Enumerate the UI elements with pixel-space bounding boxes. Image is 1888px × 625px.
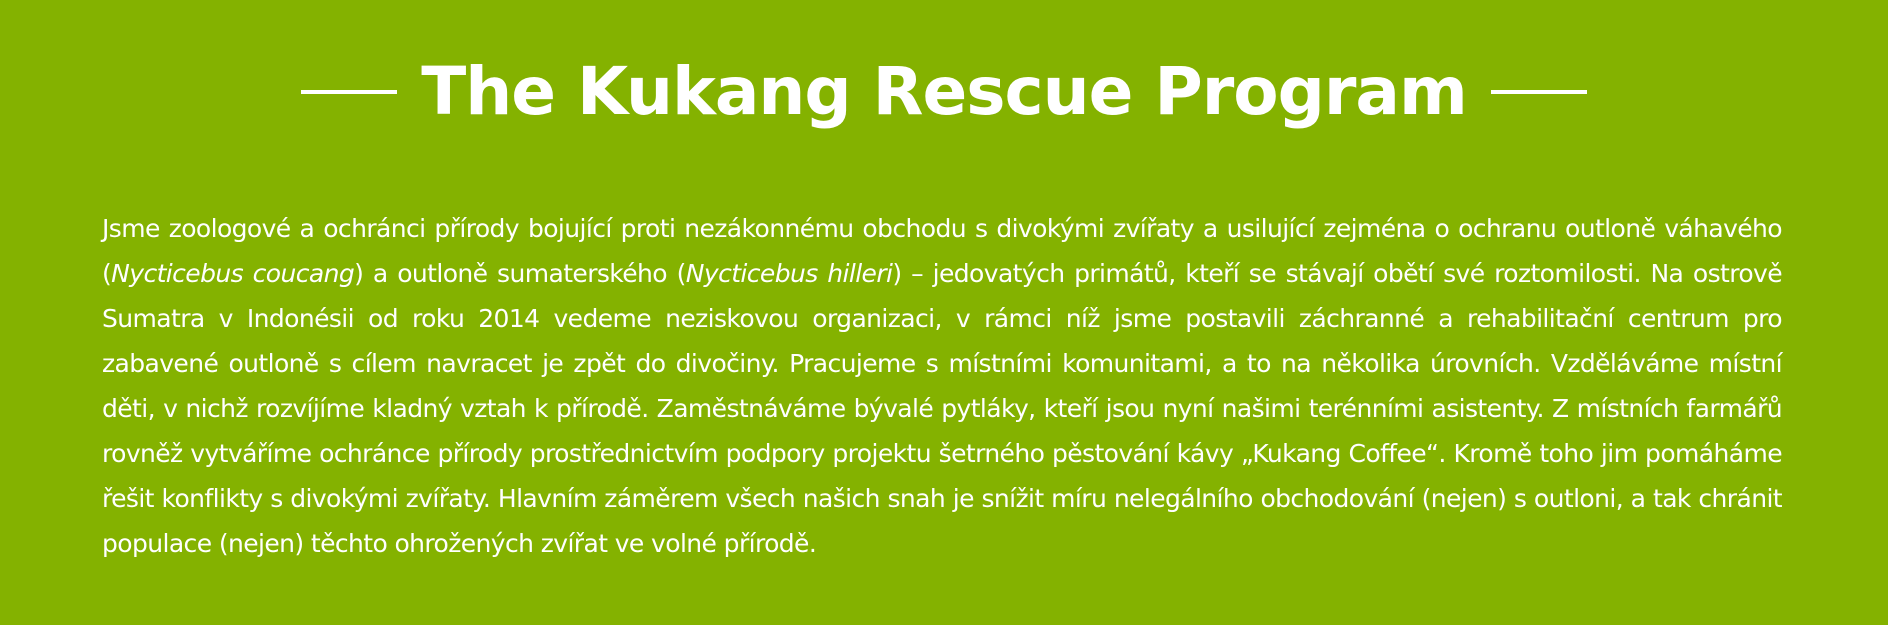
description-part-3: ) – jedovatých primátů, kteří se stávají obětí své roztomilosti. Na ostrově Sumatra v Indonésii od roku 2014 vedeme neziskovou organizaci, v rámci níž jsme postavili záchranné a rehabilitační centrum pro zabavené outloně s cílem navracet je zpět do divočiny. Pracujeme s místními komunitami, a to na několika úrovních. Vzděláváme místní děti, v nichž rozvíjíme kladný vztah k přírodě. Zaměstnáváme bývalé pytláky, kteří jsou nyní našimi terénními asistenty. Z místních farmářů rovněž vytváříme ochránce přírody prostřednictvím podpory projektu šetrného pěstování kávy „Kukang Coffee“. Kromě toho jim pomáháme řešit konflikty s divokými zvířaty. Hlavním záměrem všech našich snah je snížit míru nelegálního obchodování (nejen) s outloni, a tak chránit populace (nejen) těchto ohrožených zvířat ve volné přírodě. bbox=[102, 259, 1783, 558]
heading-row bbox=[0, 48, 1888, 136]
right-heading-rule bbox=[1491, 90, 1587, 94]
description-part-1: Jsme zoologové a ochránci přírody bojující proti nezákonnému obchodu s divokými zvířaty a usilující zejména o ochranu outloně váhavého ( bbox=[102, 214, 1782, 288]
species-name-hilleri: Nycticebus hilleri bbox=[685, 259, 893, 288]
description-part-2: ) a outloně sumaterského ( bbox=[354, 259, 686, 288]
left-heading-rule bbox=[301, 90, 397, 94]
species-name-coucang: Nycticebus coucang bbox=[111, 259, 355, 288]
description-paragraph bbox=[102, 206, 1782, 566]
section-title: The Kukang Rescue Program bbox=[421, 53, 1467, 130]
